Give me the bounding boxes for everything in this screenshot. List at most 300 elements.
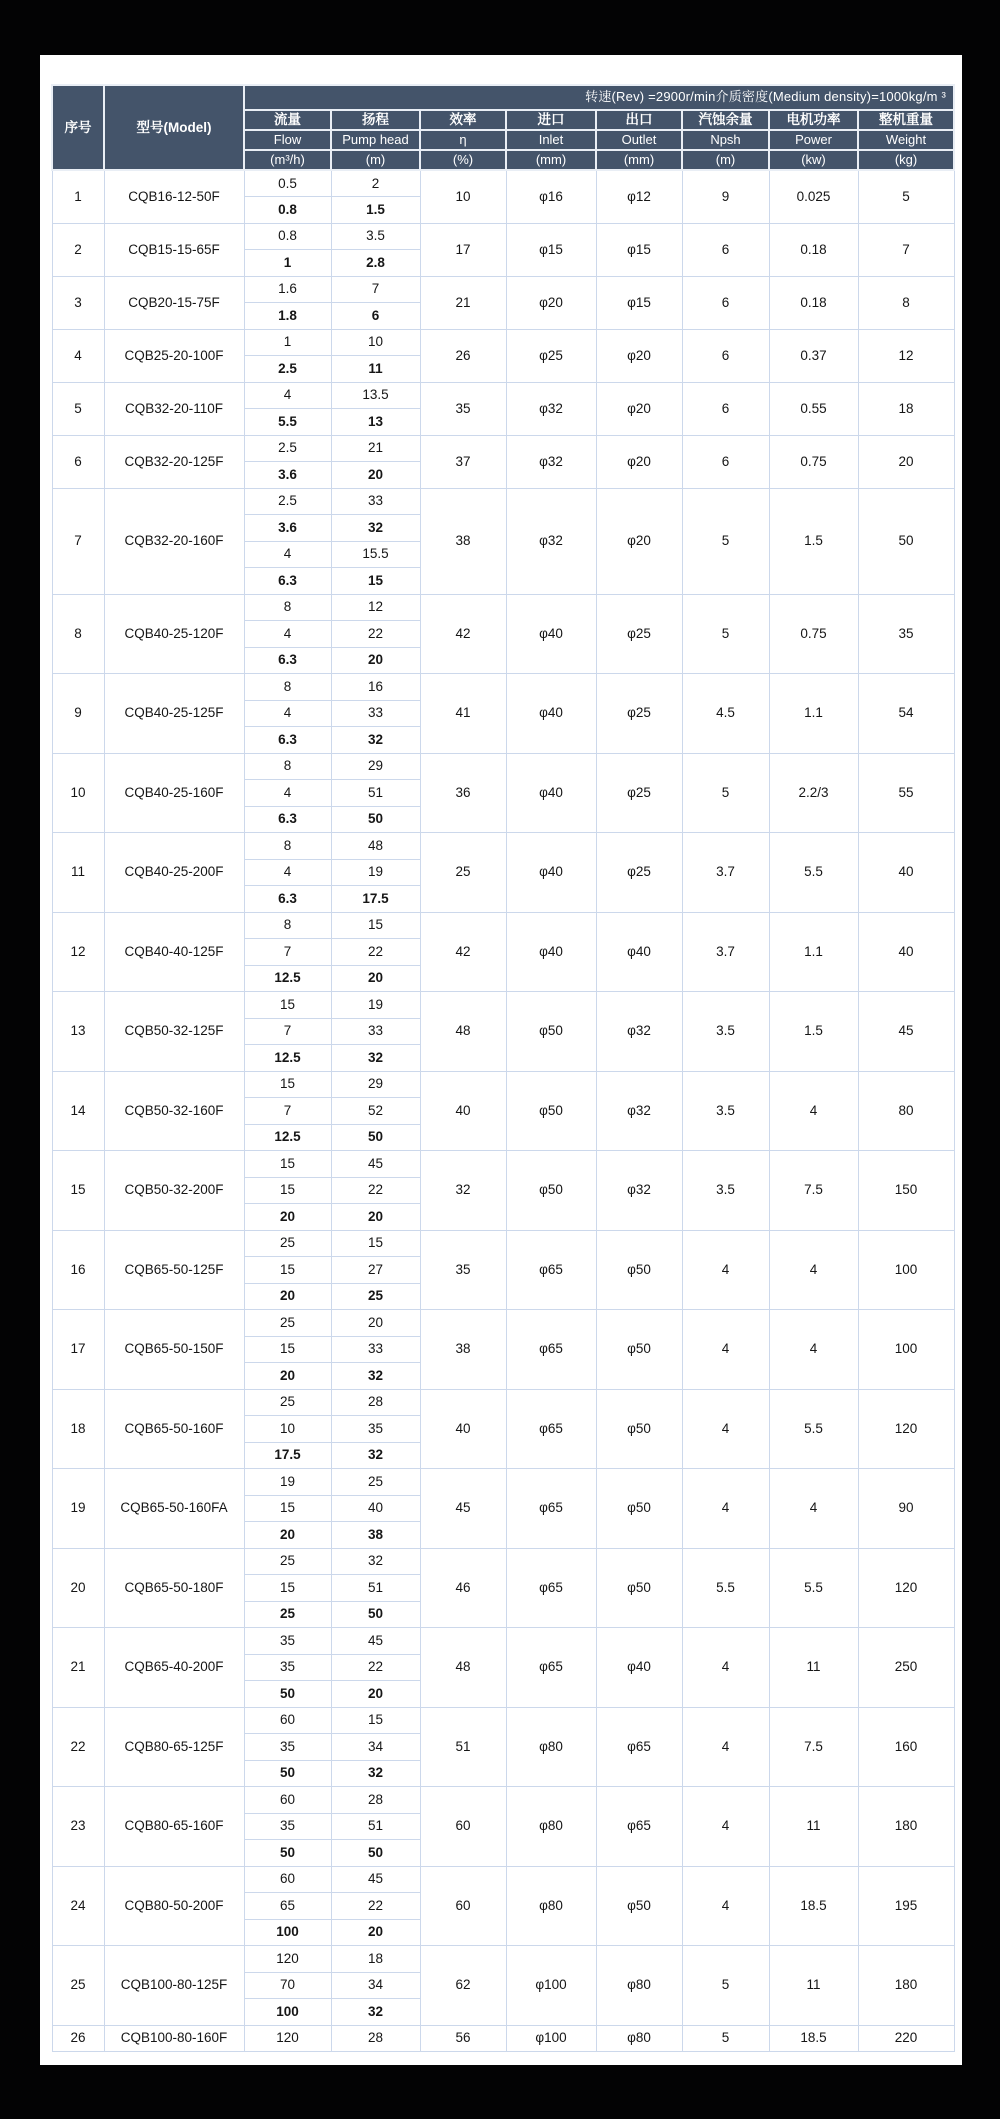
cell-serial-no: 3 bbox=[52, 276, 104, 329]
cell-power: 0.75 bbox=[769, 435, 858, 488]
cell-efficiency: 48 bbox=[420, 992, 506, 1072]
cell-flow: 4 bbox=[244, 780, 331, 807]
cell-flow: 2.5 bbox=[244, 435, 331, 462]
cell-weight: 35 bbox=[858, 594, 954, 674]
cell-flow: 25 bbox=[244, 1310, 331, 1337]
cell-weight: 40 bbox=[858, 833, 954, 913]
cell-power: 4 bbox=[769, 1230, 858, 1310]
cell-power: 0.18 bbox=[769, 276, 858, 329]
table-row bbox=[52, 1151, 954, 1178]
cell-model: CQB65-40-200F bbox=[104, 1628, 244, 1708]
table-header bbox=[52, 85, 954, 170]
header-flow-unit: (m³/h) bbox=[244, 150, 331, 170]
cell-model: CQB100-80-125F bbox=[104, 1946, 244, 2026]
cell-flow: 20 bbox=[244, 1522, 331, 1549]
cell-inlet: φ80 bbox=[506, 1707, 596, 1787]
cell-power: 4 bbox=[769, 1310, 858, 1390]
cell-power: 1.5 bbox=[769, 488, 858, 594]
cell-flow: 5.5 bbox=[244, 409, 331, 436]
cell-flow: 60 bbox=[244, 1707, 331, 1734]
table-row bbox=[52, 753, 954, 780]
cell-pump-head: 34 bbox=[331, 1972, 420, 1999]
cell-pump-head: 32 bbox=[331, 1045, 420, 1072]
cell-outlet: φ50 bbox=[596, 1548, 682, 1628]
cell-pump-head: 20 bbox=[331, 1919, 420, 1946]
cell-flow: 6.3 bbox=[244, 886, 331, 913]
cell-flow: 25 bbox=[244, 1548, 331, 1575]
cell-weight: 100 bbox=[858, 1310, 954, 1390]
cell-model: CQB32-20-160F bbox=[104, 488, 244, 594]
header-power-unit: (kw) bbox=[769, 150, 858, 170]
cell-inlet: φ65 bbox=[506, 1230, 596, 1310]
cell-flow: 120 bbox=[244, 1946, 331, 1973]
cell-weight: 8 bbox=[858, 276, 954, 329]
cell-inlet: φ40 bbox=[506, 753, 596, 833]
cell-outlet: φ32 bbox=[596, 1151, 682, 1231]
cell-flow: 15 bbox=[244, 1336, 331, 1363]
cell-pump-head: 32 bbox=[331, 515, 420, 542]
cell-outlet: φ25 bbox=[596, 833, 682, 913]
cell-npsh: 5 bbox=[682, 2025, 769, 2052]
cell-pump-head: 32 bbox=[331, 1548, 420, 1575]
cell-outlet: φ50 bbox=[596, 1230, 682, 1310]
cell-npsh: 4 bbox=[682, 1389, 769, 1469]
header-weight-en: Weight bbox=[858, 130, 954, 150]
cell-pump-head: 20 bbox=[331, 1204, 420, 1231]
table-row bbox=[52, 223, 954, 250]
cell-serial-no: 14 bbox=[52, 1071, 104, 1151]
cell-npsh: 4 bbox=[682, 1310, 769, 1390]
cell-pump-head: 12 bbox=[331, 594, 420, 621]
cell-model: CQB80-65-160F bbox=[104, 1787, 244, 1867]
cell-pump-head: 11 bbox=[331, 356, 420, 383]
cell-weight: 180 bbox=[858, 1946, 954, 2026]
cell-flow: 50 bbox=[244, 1840, 331, 1867]
cell-weight: 40 bbox=[858, 912, 954, 992]
cell-power: 11 bbox=[769, 1787, 858, 1867]
cell-flow: 25 bbox=[244, 1230, 331, 1257]
header-flow-en: Flow bbox=[244, 130, 331, 150]
table-row bbox=[52, 1230, 954, 1257]
cell-serial-no: 13 bbox=[52, 992, 104, 1072]
cell-efficiency: 41 bbox=[420, 674, 506, 754]
cell-npsh: 6 bbox=[682, 223, 769, 276]
header-npsh-en: Npsh bbox=[682, 130, 769, 150]
cell-pump-head: 22 bbox=[331, 621, 420, 648]
cell-outlet: φ25 bbox=[596, 674, 682, 754]
table-row bbox=[52, 1469, 954, 1496]
cell-pump-head: 51 bbox=[331, 1813, 420, 1840]
cell-serial-no: 22 bbox=[52, 1707, 104, 1787]
cell-inlet: φ15 bbox=[506, 223, 596, 276]
table-row bbox=[52, 2025, 954, 2052]
cell-pump-head: 25 bbox=[331, 1283, 420, 1310]
cell-npsh: 5 bbox=[682, 488, 769, 594]
cell-pump-head: 34 bbox=[331, 1734, 420, 1761]
cell-npsh: 3.5 bbox=[682, 992, 769, 1072]
cell-power: 4 bbox=[769, 1469, 858, 1549]
cell-power: 1.1 bbox=[769, 912, 858, 992]
cell-efficiency: 26 bbox=[420, 329, 506, 382]
header-efficiency-unit: (%) bbox=[420, 150, 506, 170]
cell-flow: 12.5 bbox=[244, 1124, 331, 1151]
cell-weight: 195 bbox=[858, 1866, 954, 1946]
cell-flow: 0.8 bbox=[244, 223, 331, 250]
table-row bbox=[52, 912, 954, 939]
cell-npsh: 6 bbox=[682, 435, 769, 488]
cell-inlet: φ65 bbox=[506, 1310, 596, 1390]
cell-weight: 12 bbox=[858, 329, 954, 382]
cell-flow: 1.6 bbox=[244, 276, 331, 303]
cell-inlet: φ40 bbox=[506, 833, 596, 913]
cell-npsh: 4 bbox=[682, 1628, 769, 1708]
cell-pump-head: 28 bbox=[331, 1787, 420, 1814]
cell-serial-no: 11 bbox=[52, 833, 104, 913]
cell-efficiency: 17 bbox=[420, 223, 506, 276]
cell-flow: 3.6 bbox=[244, 515, 331, 542]
cell-pump-head: 33 bbox=[331, 1018, 420, 1045]
cell-power: 1.1 bbox=[769, 674, 858, 754]
cell-outlet: φ25 bbox=[596, 753, 682, 833]
cell-pump-head: 38 bbox=[331, 1522, 420, 1549]
cell-pump-head: 15.5 bbox=[331, 541, 420, 568]
table-row bbox=[52, 435, 954, 462]
cell-flow: 0.8 bbox=[244, 197, 331, 224]
cell-serial-no: 9 bbox=[52, 674, 104, 754]
cell-weight: 100 bbox=[858, 1230, 954, 1310]
cell-efficiency: 42 bbox=[420, 912, 506, 992]
cell-efficiency: 38 bbox=[420, 1310, 506, 1390]
header-flow-cn: 流量 bbox=[244, 110, 331, 130]
cell-npsh: 5.5 bbox=[682, 1548, 769, 1628]
cell-outlet: φ40 bbox=[596, 1628, 682, 1708]
cell-efficiency: 25 bbox=[420, 833, 506, 913]
table-title: 转速(Rev) =2900r/min介质密度(Medium density)=1000kg/m ³ bbox=[244, 85, 954, 110]
cell-outlet: φ15 bbox=[596, 276, 682, 329]
cell-pump-head: 52 bbox=[331, 1098, 420, 1125]
cell-pump-head: 22 bbox=[331, 1893, 420, 1920]
cell-flow: 25 bbox=[244, 1601, 331, 1628]
cell-flow: 1.8 bbox=[244, 303, 331, 330]
cell-model: CQB80-65-125F bbox=[104, 1707, 244, 1787]
cell-npsh: 3.7 bbox=[682, 833, 769, 913]
cell-pump-head: 32 bbox=[331, 1363, 420, 1390]
cell-model: CQB40-25-120F bbox=[104, 594, 244, 674]
cell-model: CQB32-20-110F bbox=[104, 382, 244, 435]
cell-inlet: φ20 bbox=[506, 276, 596, 329]
header-npsh-unit: (m) bbox=[682, 150, 769, 170]
cell-serial-no: 12 bbox=[52, 912, 104, 992]
cell-outlet: φ15 bbox=[596, 223, 682, 276]
cell-flow: 20 bbox=[244, 1204, 331, 1231]
cell-power: 11 bbox=[769, 1628, 858, 1708]
cell-flow: 100 bbox=[244, 1999, 331, 2026]
cell-outlet: φ50 bbox=[596, 1469, 682, 1549]
table-row bbox=[52, 1946, 954, 1973]
cell-inlet: φ32 bbox=[506, 488, 596, 594]
table-row bbox=[52, 1787, 954, 1814]
cell-pump-head: 20 bbox=[331, 1310, 420, 1337]
cell-power: 18.5 bbox=[769, 1866, 858, 1946]
header-head-unit: (m) bbox=[331, 150, 420, 170]
cell-outlet: φ65 bbox=[596, 1787, 682, 1867]
cell-outlet: φ50 bbox=[596, 1866, 682, 1946]
header-outlet-cn: 出口 bbox=[596, 110, 682, 130]
cell-serial-no: 25 bbox=[52, 1946, 104, 2026]
cell-pump-head: 45 bbox=[331, 1866, 420, 1893]
cell-pump-head: 32 bbox=[331, 1760, 420, 1787]
cell-model: CQB50-32-125F bbox=[104, 992, 244, 1072]
table-row bbox=[52, 674, 954, 701]
cell-model: CQB65-50-150F bbox=[104, 1310, 244, 1390]
cell-inlet: φ32 bbox=[506, 435, 596, 488]
cell-pump-head: 13.5 bbox=[331, 382, 420, 409]
cell-flow: 6.3 bbox=[244, 647, 331, 674]
cell-pump-head: 17.5 bbox=[331, 886, 420, 913]
cell-pump-head: 21 bbox=[331, 435, 420, 462]
cell-weight: 150 bbox=[858, 1151, 954, 1231]
cell-serial-no: 15 bbox=[52, 1151, 104, 1231]
cell-flow: 35 bbox=[244, 1734, 331, 1761]
cell-serial-no: 20 bbox=[52, 1548, 104, 1628]
cell-serial-no: 4 bbox=[52, 329, 104, 382]
cell-efficiency: 35 bbox=[420, 382, 506, 435]
header-efficiency-en: η bbox=[420, 130, 506, 150]
cell-flow: 65 bbox=[244, 1893, 331, 1920]
table-row bbox=[52, 382, 954, 409]
cell-weight: 180 bbox=[858, 1787, 954, 1867]
table-row bbox=[52, 329, 954, 356]
cell-efficiency: 60 bbox=[420, 1866, 506, 1946]
table-row bbox=[52, 1071, 954, 1098]
cell-pump-head: 15 bbox=[331, 1230, 420, 1257]
cell-outlet: φ20 bbox=[596, 382, 682, 435]
cell-flow: 6.3 bbox=[244, 806, 331, 833]
cell-inlet: φ100 bbox=[506, 2025, 596, 2052]
cell-flow: 17.5 bbox=[244, 1442, 331, 1469]
cell-pump-head: 15 bbox=[331, 912, 420, 939]
cell-pump-head: 48 bbox=[331, 833, 420, 860]
cell-efficiency: 56 bbox=[420, 2025, 506, 2052]
cell-flow: 7 bbox=[244, 939, 331, 966]
cell-npsh: 3.5 bbox=[682, 1071, 769, 1151]
header-model: 型号(Model) bbox=[104, 85, 244, 170]
cell-pump-head: 32 bbox=[331, 1999, 420, 2026]
cell-pump-head: 20 bbox=[331, 647, 420, 674]
cell-flow: 60 bbox=[244, 1787, 331, 1814]
cell-flow: 20 bbox=[244, 1283, 331, 1310]
cell-inlet: φ40 bbox=[506, 912, 596, 992]
cell-efficiency: 42 bbox=[420, 594, 506, 674]
cell-flow: 3.6 bbox=[244, 462, 331, 489]
cell-flow: 120 bbox=[244, 2025, 331, 2052]
cell-npsh: 5 bbox=[682, 594, 769, 674]
cell-model: CQB32-20-125F bbox=[104, 435, 244, 488]
cell-power: 2.2/3 bbox=[769, 753, 858, 833]
cell-flow: 60 bbox=[244, 1866, 331, 1893]
cell-npsh: 4 bbox=[682, 1707, 769, 1787]
cell-serial-no: 2 bbox=[52, 223, 104, 276]
cell-inlet: φ80 bbox=[506, 1866, 596, 1946]
cell-npsh: 3.7 bbox=[682, 912, 769, 992]
cell-weight: 7 bbox=[858, 223, 954, 276]
cell-pump-head: 50 bbox=[331, 806, 420, 833]
cell-weight: 20 bbox=[858, 435, 954, 488]
cell-inlet: φ80 bbox=[506, 1787, 596, 1867]
cell-weight: 160 bbox=[858, 1707, 954, 1787]
cell-flow: 19 bbox=[244, 1469, 331, 1496]
header-outlet-en: Outlet bbox=[596, 130, 682, 150]
cell-serial-no: 26 bbox=[52, 2025, 104, 2052]
cell-pump-head: 29 bbox=[331, 1071, 420, 1098]
header-outlet-unit: (mm) bbox=[596, 150, 682, 170]
cell-inlet: φ65 bbox=[506, 1628, 596, 1708]
table-row bbox=[52, 170, 954, 197]
cell-pump-head: 19 bbox=[331, 859, 420, 886]
cell-pump-head: 7 bbox=[331, 276, 420, 303]
cell-flow: 20 bbox=[244, 1363, 331, 1390]
cell-npsh: 4 bbox=[682, 1469, 769, 1549]
header-weight-unit: (kg) bbox=[858, 150, 954, 170]
cell-power: 11 bbox=[769, 1946, 858, 2026]
table-row bbox=[52, 1707, 954, 1734]
cell-pump-head: 15 bbox=[331, 568, 420, 595]
cell-flow: 70 bbox=[244, 1972, 331, 1999]
cell-efficiency: 51 bbox=[420, 1707, 506, 1787]
cell-serial-no: 19 bbox=[52, 1469, 104, 1549]
cell-flow: 50 bbox=[244, 1681, 331, 1708]
cell-npsh: 4.5 bbox=[682, 674, 769, 754]
header-head-en: Pump head bbox=[331, 130, 420, 150]
cell-pump-head: 20 bbox=[331, 1681, 420, 1708]
cell-inlet: φ40 bbox=[506, 594, 596, 674]
cell-efficiency: 46 bbox=[420, 1548, 506, 1628]
cell-npsh: 5 bbox=[682, 1946, 769, 2026]
cell-model: CQB100-80-160F bbox=[104, 2025, 244, 2052]
cell-weight: 120 bbox=[858, 1548, 954, 1628]
cell-npsh: 9 bbox=[682, 170, 769, 223]
cell-flow: 12.5 bbox=[244, 965, 331, 992]
cell-efficiency: 10 bbox=[420, 170, 506, 223]
table-row bbox=[52, 276, 954, 303]
cell-pump-head: 40 bbox=[331, 1495, 420, 1522]
cell-power: 0.37 bbox=[769, 329, 858, 382]
cell-flow: 4 bbox=[244, 621, 331, 648]
cell-inlet: φ65 bbox=[506, 1469, 596, 1549]
cell-pump-head: 50 bbox=[331, 1601, 420, 1628]
cell-efficiency: 45 bbox=[420, 1469, 506, 1549]
cell-pump-head: 16 bbox=[331, 674, 420, 701]
cell-efficiency: 36 bbox=[420, 753, 506, 833]
cell-pump-head: 33 bbox=[331, 488, 420, 515]
cell-weight: 220 bbox=[858, 2025, 954, 2052]
cell-serial-no: 6 bbox=[52, 435, 104, 488]
cell-npsh: 4 bbox=[682, 1230, 769, 1310]
cell-outlet: φ80 bbox=[596, 1946, 682, 2026]
cell-npsh: 3.5 bbox=[682, 1151, 769, 1231]
cell-efficiency: 37 bbox=[420, 435, 506, 488]
cell-flow: 25 bbox=[244, 1389, 331, 1416]
cell-inlet: φ50 bbox=[506, 1071, 596, 1151]
cell-outlet: φ80 bbox=[596, 2025, 682, 2052]
cell-pump-head: 2.8 bbox=[331, 250, 420, 277]
cell-efficiency: 40 bbox=[420, 1071, 506, 1151]
header-efficiency-cn: 效率 bbox=[420, 110, 506, 130]
cell-model: CQB25-20-100F bbox=[104, 329, 244, 382]
cell-serial-no: 18 bbox=[52, 1389, 104, 1469]
cell-pump-head: 45 bbox=[331, 1628, 420, 1655]
cell-flow: 15 bbox=[244, 1575, 331, 1602]
cell-flow: 4 bbox=[244, 541, 331, 568]
cell-weight: 120 bbox=[858, 1389, 954, 1469]
cell-serial-no: 8 bbox=[52, 594, 104, 674]
cell-pump-head: 33 bbox=[331, 1336, 420, 1363]
cell-pump-head: 51 bbox=[331, 780, 420, 807]
cell-outlet: φ32 bbox=[596, 992, 682, 1072]
cell-model: CQB40-25-200F bbox=[104, 833, 244, 913]
header-inlet-en: Inlet bbox=[506, 130, 596, 150]
cell-weight: 45 bbox=[858, 992, 954, 1072]
cell-outlet: φ20 bbox=[596, 488, 682, 594]
cell-flow: 8 bbox=[244, 674, 331, 701]
cell-model: CQB65-50-125F bbox=[104, 1230, 244, 1310]
cell-outlet: φ65 bbox=[596, 1707, 682, 1787]
cell-flow: 4 bbox=[244, 859, 331, 886]
cell-power: 5.5 bbox=[769, 833, 858, 913]
header-title-row bbox=[52, 85, 954, 110]
cell-power: 18.5 bbox=[769, 2025, 858, 2052]
cell-pump-head: 25 bbox=[331, 1469, 420, 1496]
cell-outlet: φ50 bbox=[596, 1310, 682, 1390]
cell-model: CQB65-50-160F bbox=[104, 1389, 244, 1469]
cell-weight: 50 bbox=[858, 488, 954, 594]
cell-flow: 4 bbox=[244, 700, 331, 727]
cell-flow: 8 bbox=[244, 912, 331, 939]
cell-model: CQB50-32-160F bbox=[104, 1071, 244, 1151]
cell-serial-no: 23 bbox=[52, 1787, 104, 1867]
cell-flow: 35 bbox=[244, 1628, 331, 1655]
table-row bbox=[52, 1310, 954, 1337]
cell-npsh: 4 bbox=[682, 1787, 769, 1867]
header-npsh-cn: 汽蚀余量 bbox=[682, 110, 769, 130]
header-head-cn: 扬程 bbox=[331, 110, 420, 130]
cell-flow: 10 bbox=[244, 1416, 331, 1443]
cell-inlet: φ65 bbox=[506, 1548, 596, 1628]
cell-flow: 8 bbox=[244, 833, 331, 860]
cell-pump-head: 33 bbox=[331, 700, 420, 727]
cell-power: 0.75 bbox=[769, 594, 858, 674]
cell-pump-head: 10 bbox=[331, 329, 420, 356]
cell-flow: 15 bbox=[244, 1177, 331, 1204]
cell-flow: 15 bbox=[244, 1071, 331, 1098]
cell-pump-head: 22 bbox=[331, 1177, 420, 1204]
cell-flow: 2.5 bbox=[244, 488, 331, 515]
cell-efficiency: 60 bbox=[420, 1787, 506, 1867]
table-row bbox=[52, 1866, 954, 1893]
table-row bbox=[52, 488, 954, 515]
cell-pump-head: 51 bbox=[331, 1575, 420, 1602]
cell-efficiency: 62 bbox=[420, 1946, 506, 2026]
cell-pump-head: 18 bbox=[331, 1946, 420, 1973]
cell-outlet: φ50 bbox=[596, 1389, 682, 1469]
cell-serial-no: 1 bbox=[52, 170, 104, 223]
cell-weight: 80 bbox=[858, 1071, 954, 1151]
cell-npsh: 6 bbox=[682, 329, 769, 382]
cell-pump-head: 27 bbox=[331, 1257, 420, 1284]
cell-inlet: φ25 bbox=[506, 329, 596, 382]
cell-outlet: φ20 bbox=[596, 329, 682, 382]
cell-npsh: 6 bbox=[682, 382, 769, 435]
